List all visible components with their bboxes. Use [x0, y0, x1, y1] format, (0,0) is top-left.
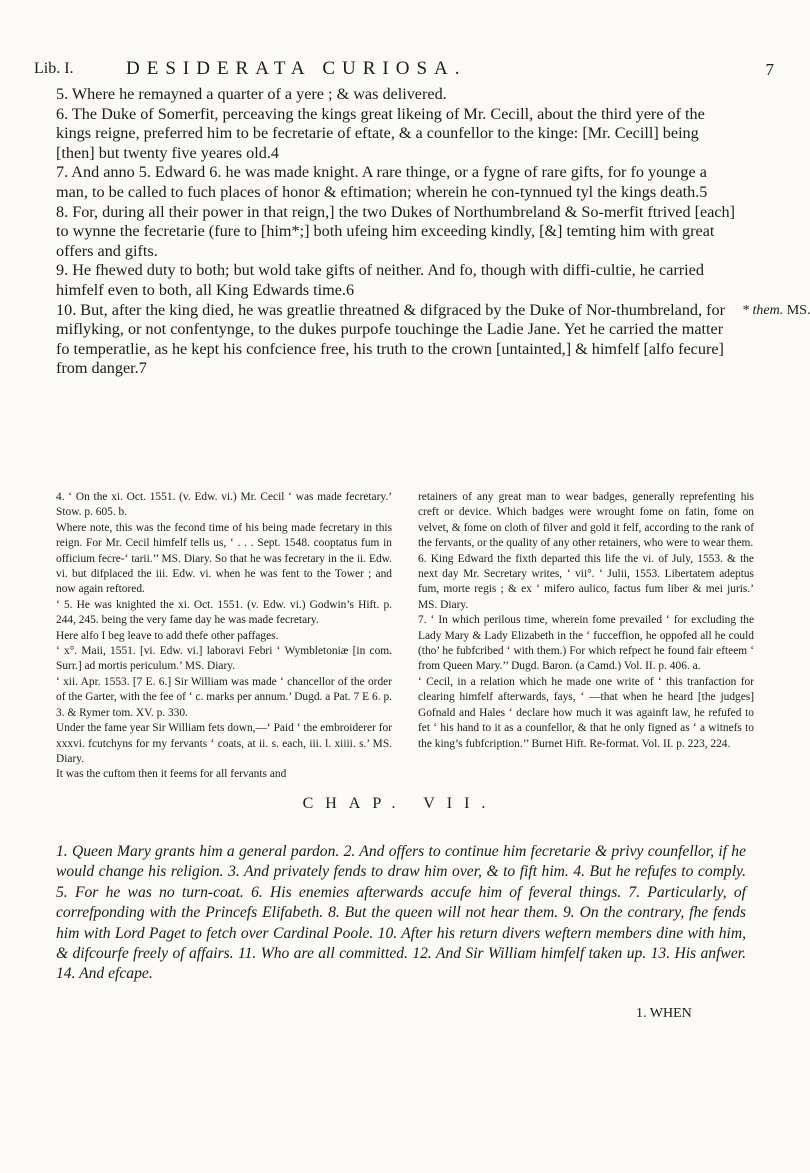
footnote: retainers of any great man to wear badges, generally reprefenting his creft or device. Which badges were wrought fome on fatin, fome on velvet, & fome on cloth of filver and gold it felf, according to the rank of the fervants, or the quality of any other retainers, who were to wear them. — [418, 491, 754, 550]
page-number: 7 — [765, 60, 774, 79]
chapter-summary: 1. Queen Mary grants him a general pardon. 2. And offers to continue him fecretarie & privy counfellor, if he would change his religion. 3. And privately fends to draw him over, & to fift him. 4. But he refufes to comply. 5. For he was no turn-coat. 6. His enemies afterwards accufe him of feveral things. 7. Particularly, of correfponding with the Princefs Elifabeth. 8. But the queen will not hear them. 9. On the contrary, fhe fends him with Lord Paget to fetch over Cardinal Poole. 10. After his return divers weftern members dine with him, & difcourfe freely of affairs. 11. Who are all committed. 12. And Sir William himfelf taken up. 13. His anfwer. 14. And efcape. — [56, 843, 746, 983]
footnote: It was the cuftom then it feems for all fervants and — [56, 768, 287, 781]
paragraph-10: 10. But, after the king died, he was greatlie threatned & difgraced by the Duke of Nor-thumbreland, for miflyking, or not confentynge, to the dukes purpofe touchinge the Ladie Jane. Yet he carried the matter fo temperatlie, as he kept his confcience free, his truth to the crown [untainted,] & himfelf [alfo fecure] from danger.7 — [56, 300, 725, 378]
main-text — [56, 85, 740, 379]
margin-note-word: them. — [752, 303, 784, 318]
footnote: ‘ x°. Maii, 1551. [vi. Edw. vi.] laboravi Febri ‘ Wymbletoniæ [in com. Surr.] ad mortis periculum.’ MS. Diary. — [56, 645, 392, 673]
running-title: DESIDERATA CURIOSA. — [126, 58, 467, 79]
footnote: 6. King Edward the fixth departed this life the vi. of July, 1553. & the next day Mr. Secretary writes, ‘ vii°. ‘ Julii, 1553. Libertatem adeptus fum, morte regis ; & ex ‘ mifero aulico, factus fum liber & mei juris.’ MS. Diary. — [418, 552, 754, 611]
paragraph-6: 6. The Duke of Somerfit, perceaving the kings great likeing of Mr. Cecill, about the third yere of the kings reigne, preferred him to be fecretarie of eftate, & a counfellor to the kinge: [Mr. Cecill] being [then] but twenty five yeares old.4 — [56, 104, 705, 162]
margin-note-ms: MS. — [783, 303, 810, 318]
paragraph-9: 9. He fhewed duty to both; but wold take gifts of neither. And fo, though with diffi-cultie, he carried himfelf even to both, all King Edwards time.6 — [56, 261, 704, 299]
paragraph-8: 8. For, during all their power in that reign,] the two Dukes of Northumbreland & So-merfit ftrived [each] to wynne the fecretarie (fure to [him*;] both ufeing him exceeding kindly, [&] temting him with great offers and gifts. — [56, 202, 736, 260]
footnote: ‘ 5. He was knighted the xi. Oct. 1551. (v. Edw. vi.) Godwin’s Hift. p. 244, 245. being the very fame day he was made fecretary. — [56, 598, 392, 627]
footnotes-left-column — [56, 490, 392, 783]
footnotes — [56, 490, 756, 781]
footnote: 7. ‘ In which perilous time, wherein fome prevailed ‘ for excluding the Lady Mary & Lady Elizabeth in the ‘ fucceffion, he oppofed all he could (tho’ he fubfcribed ‘ with them.) For which refpect he found fair efteem ‘ from Queen Mary.’’ Dugd. Baron. (a Camd.) Vol. II. p. 406. a. — [418, 614, 754, 673]
margin-note-prefix: * — [742, 303, 753, 318]
paragraph-7: 7. And anno 5. Edward 6. he was made knight. A rare thinge, or a fygne of rare gifts, for fo younge a man, to be called to fuch places of honor & eftimation; wherein he con-tynnued tyl the kings death.5 — [56, 163, 708, 201]
footnote: ‘ Cecil, in a relation which he made one write of ‘ this tranfaction for clearing himfelf afterwards, fays, ‘ —that when he heard [the judges] Gofnald and Hales ‘ declare how much it was againft law, he refufed to fet ‘ his hand to it as a counfellor, & that he only figned as ‘ a witnefs to the king’s fubfcription.’’ Burnet Hift. Re-format. Vol. II. p. 223, 224. — [418, 675, 754, 750]
chapter-heading: CHAP. VII. — [302, 795, 498, 812]
footnote: Under the fame year Sir William fets down,—‘ Paid ‘ the embroiderer for xxxvi. fcutchyns for my fervants ‘ coats, at ii. s. each, iii. l. xiiii. s.’ MS. Diary. — [56, 722, 392, 765]
catchword: 1. WHEN — [636, 1006, 692, 1021]
footnote: 4. ‘ On the xi. Oct. 1551. (v. Edw. vi.) Mr. Cecil ‘ was made fecretary.’ Stow. p. 605. b. — [56, 491, 392, 519]
book-number: Lib. I. — [34, 60, 74, 77]
footnote: Where note, this was the fecond time of his being made fecretary in this reign. For Mr. Cecil himfelf tells us, ‘ . . . Sept. 1548. cooptatus fum in officium fecre-‘ tarii.’’ MS. Diary. So that he was fecretary in the ii. Edw. vi. but difplaced the iii. Edw. vi. when he was fent to the Tower ; and now again reftored. — [56, 521, 392, 596]
margin-note — [742, 303, 810, 319]
footnote: ‘ xii. Apr. 1553. [7 E. 6.] Sir William was made ‘ chancellor of the order of the Garter, with the fee of ‘ c. marks per annum.’ Dugd. a Pat. 7 E 6. p. 3. & Rymer tom. XV. p. 330. — [56, 675, 392, 719]
footnote: Here alfo I beg leave to add thefe other paffages. — [56, 629, 279, 642]
running-header — [34, 58, 774, 84]
footnotes-right-column — [418, 490, 754, 752]
paragraph-5: 5. Where he remayned a quarter of a yere ; & was delivered. — [56, 85, 447, 103]
